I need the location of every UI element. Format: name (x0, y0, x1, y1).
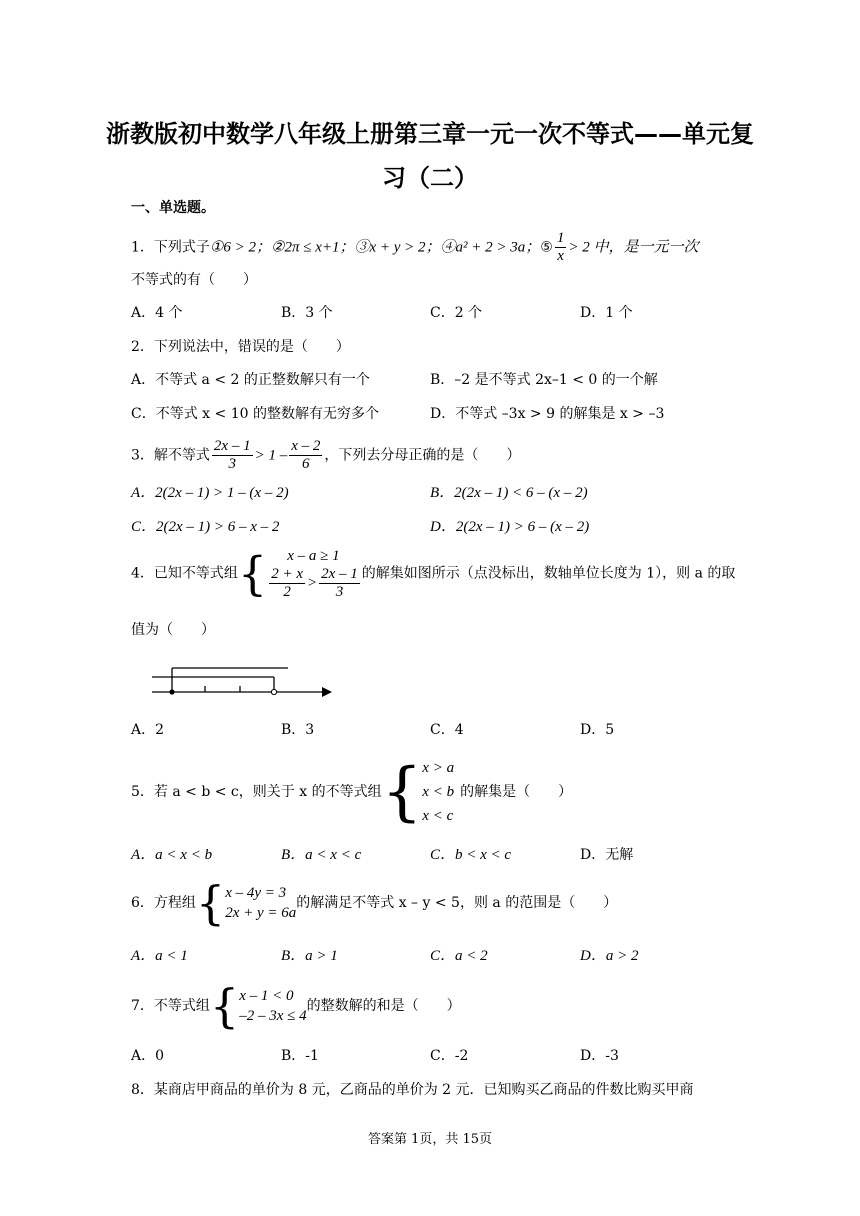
q5-option-d[interactable]: D．无解 (580, 847, 634, 863)
q4-option-d[interactable]: D．5 (580, 722, 615, 738)
open-point (271, 689, 276, 694)
q1-option-c[interactable]: C．2 个 (430, 305, 483, 321)
q6-option-d[interactable]: D．a > 2 (580, 948, 639, 964)
q3-option-c[interactable]: C．2(2x – 1) > 6 – x – 2 (131, 519, 280, 535)
solid-point (169, 689, 174, 694)
q1-option-a[interactable]: A．4 个 (131, 305, 183, 321)
q3-option-d[interactable]: D．2(2x – 1) > 6 – (x – 2) (430, 519, 590, 535)
question-3-stem: 3．解不等式 $\frac{2x - 1}{3}$ > 1 – $\frac{x - 2}{6}$ ，下列去分母正确的是（ ） (131, 438, 521, 472)
q2-option-d[interactable]: D．不等式 –3x > 9 的解集是 x > –3 (430, 406, 665, 422)
question-6-stem: 6．方程组{ x – 4y = 3 2x + y = 6a 的解满足不等式 x – y < 5，则 a 的范围是（ ） (131, 876, 618, 930)
page-footer: 答案第 1页，共 15页 (367, 1132, 493, 1147)
q6-option-c[interactable]: C．a < 2 (430, 948, 488, 964)
q4-option-a[interactable]: A．2 (131, 722, 165, 738)
q6-option-a[interactable]: A．a < 1 (131, 948, 188, 964)
q2-option-b[interactable]: B．–2 是不等式 2x–1 < 0 的一个解 (430, 372, 658, 388)
q3-option-a[interactable]: A．2(2x – 1) > 1 – (x – 2) (131, 485, 289, 501)
q1-option-b[interactable]: B．3 个 (281, 305, 333, 321)
page-title-line1: 浙教版初中数学八年级上册第三章一元一次不等式——单元复 (106, 120, 754, 148)
q5-option-c[interactable]: C．b < x < c (430, 847, 512, 863)
question-1-line2: 不等式的有（ ） (131, 272, 257, 288)
question-8-stem: 8．某商店甲商品的单价为 8 元，乙商品的单价为 2 元．已知购买乙商品的件数比购买甲商 (131, 1082, 694, 1098)
q5-option-b[interactable]: B．a < x < c (281, 847, 362, 863)
section-heading: 一、单选题。 (131, 200, 215, 216)
question-5-stem: 5．若 a < b < c，则关于 x 的不等式组{ x > a x < b x < c 的解集是（ ） (131, 755, 573, 829)
q7-option-b[interactable]: B．-1 (281, 1048, 319, 1064)
q2-option-a[interactable]: A．不等式 a < 2 的正整数解只有一个 (131, 372, 370, 388)
number-line-diagram (150, 660, 335, 705)
q7-option-d[interactable]: D．-3 (580, 1048, 619, 1064)
question-4-line2: 值为（ ） (131, 622, 215, 638)
q7-option-a[interactable]: A．0 (131, 1048, 165, 1064)
question-4-stem: 4．已知不等式组{ x – a ≥ 1 $\frac{2 + x}{2}$ > $\frac{2x - 1}{3}$ 的解集如图所示（点没标出，数轴单位长度为 1），则 a 的取 (131, 546, 736, 601)
q4-option-b[interactable]: B．3 (281, 722, 315, 738)
q4-option-c[interactable]: C．4 (430, 722, 464, 738)
question-2-stem: 2．下列说法中，错误的是（ ） (131, 339, 350, 355)
question-7-stem: 7．不等式组{ x – 1 < 0 –2 – 3x ≤ 4 的整数解的和是（ ） (131, 979, 461, 1033)
q2-option-c[interactable]: C．不等式 x < 10 的整数解有无穷多个 (131, 406, 379, 422)
q1-option-d[interactable]: D．1 个 (580, 305, 633, 321)
q6-option-b[interactable]: B．a > 1 (281, 948, 338, 964)
page-title-line2: 习（二） (382, 164, 478, 192)
q5-option-a[interactable]: A．a < x < b (131, 847, 213, 863)
q7-option-c[interactable]: C．-2 (430, 1048, 469, 1064)
q3-option-b[interactable]: B．2(2x – 1) < 6 – (x – 2) (430, 485, 588, 501)
arrow-head-icon (322, 687, 332, 697)
question-1-stem: 1．下列式子①6 > 2；②2π ≤ x+1；③x + y > 2；④a² + 2 > 3a；⑤ $\frac{1}{x}$ > 2 中，是一元一次 (131, 230, 699, 264)
